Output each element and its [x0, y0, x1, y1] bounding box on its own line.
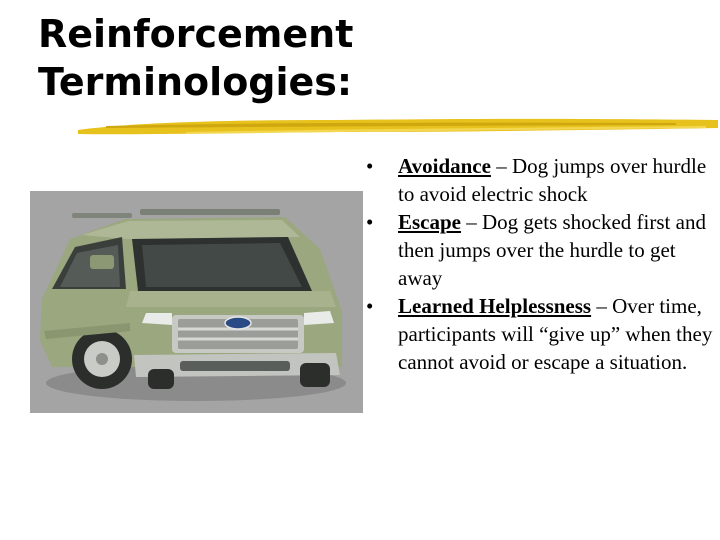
- term-avoidance: Avoidance: [398, 154, 491, 178]
- term-escape: Escape: [398, 210, 461, 234]
- bullet-marker: •: [366, 210, 374, 234]
- term-learned-helplessness: Learned Helplessness: [398, 294, 592, 318]
- vehicle-photo: [30, 191, 363, 413]
- definition-learned-helplessness: – Over time, participants will “give up” when they cannot avoid or escape a situation.: [398, 294, 713, 374]
- title-line-1: Reinforcement: [38, 12, 354, 56]
- bullet-marker: •: [366, 154, 374, 178]
- bullet-item-avoidance: [366, 152, 718, 208]
- bullet-item-learned-helplessness: [366, 292, 718, 376]
- bullet-list: [366, 152, 718, 376]
- definition-avoidance: – Dog jumps over hurdle to avoid electric shock: [398, 154, 707, 206]
- bullet-marker: •: [366, 294, 374, 318]
- definition-escape: – Dog gets shocked first and then jumps over the hurdle to get away: [398, 210, 706, 290]
- title-line-2: Terminologies:: [38, 60, 353, 104]
- slide-title: [38, 10, 458, 106]
- suv-image: [30, 191, 363, 413]
- bullet-item-escape: [366, 208, 718, 292]
- title-underline-brushstroke: [76, 108, 720, 142]
